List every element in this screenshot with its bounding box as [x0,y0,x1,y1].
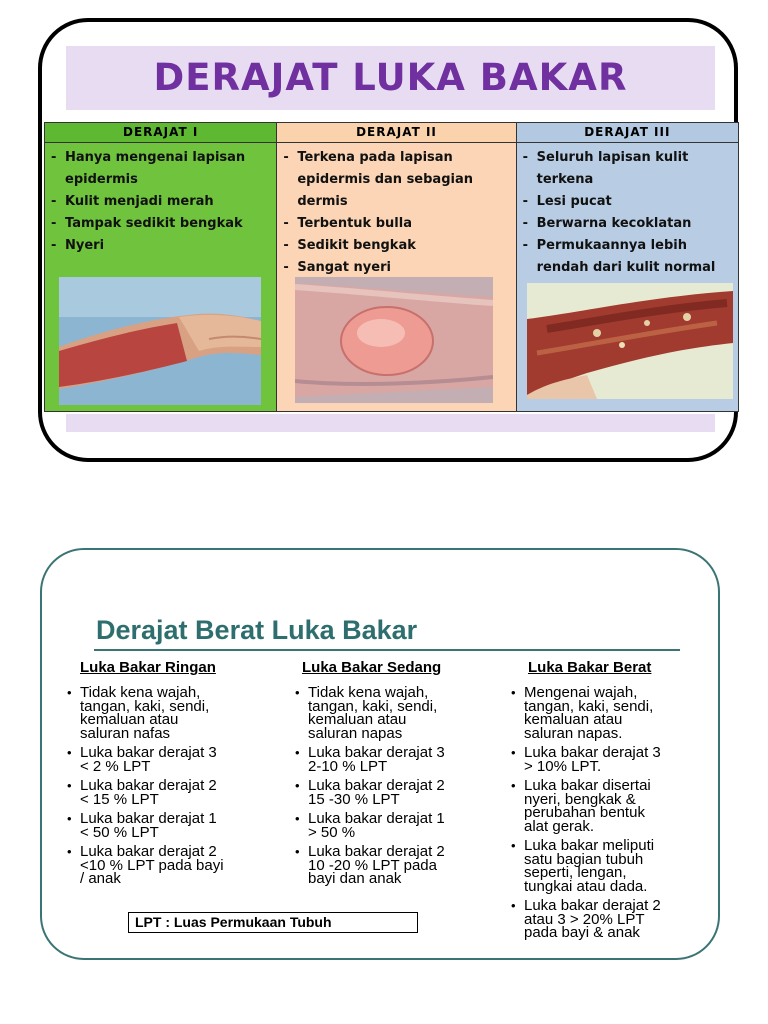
list-item: • Luka bakar derajat 2 <10 % LPT pada bayi / anak [80,845,274,886]
degree-2-header: DERAJAT II [277,123,515,143]
list-item: - Seluruh lapisan kulit terkena [537,147,732,191]
moderate-burn-header: Luka Bakar Sedang [302,659,442,676]
moderate-burn-list [292,686,492,886]
severe-burn-header: Luka Bakar Berat [528,659,652,676]
degree-1-list [45,147,276,257]
title-underline [94,649,680,651]
degree-3-header: DERAJAT III [517,123,738,143]
list-item: - Tampak sedikit bengkak [65,213,270,235]
degree-3-column [516,123,738,411]
moderate-burn-column [292,658,492,892]
forearm-redness-photo [59,277,261,405]
list-item: • Luka bakar derajat 1 > 50 % [308,812,492,839]
list-item: • Luka bakar derajat 2 10 -20 % LPT pada bayi dan anak [308,845,492,886]
list-item: • Tidak kena wajah, tangan, kaki, sendi, kemaluan atau saluran nafas [80,686,274,740]
list-item: - Sedikit bengkak [297,235,509,257]
mild-burn-list [64,686,274,886]
list-item: - Nyeri [65,235,270,257]
list-item: - Hanya mengenai lapisan epidermis [65,147,270,191]
list-item: • Luka bakar disertai nyeri, bengkak & perubahan bentuk alat gerak. [524,779,708,833]
charred-leg-photo [527,283,733,399]
list-item: - Kulit menjadi merah [65,191,270,213]
list-item: • Luka bakar derajat 2 < 15 % LPT [80,779,274,806]
degree-1-column [45,123,276,411]
blister-bulla-photo [295,277,493,403]
list-item: • Luka bakar derajat 3 > 10% LPT. [524,746,708,773]
list-item: • Luka bakar derajat 3 2-10 % LPT [308,746,492,773]
list-item: • Luka bakar derajat 2 atau 3 > 20% LPT pada bayi & anak [524,899,708,940]
burn-degree-table [44,122,739,412]
mild-burn-header: Luka Bakar Ringan [80,659,216,676]
severe-burn-column [508,658,708,946]
bottom-band [66,414,715,432]
list-item: - Permukaannya lebih rendah dari kulit normal [537,235,732,279]
slide-2-title: Derajat Berat Luka Bakar [96,615,418,645]
list-item: • Mengenai wajah, tangan, kaki, sendi, kemaluan atau saluran napas. [524,686,708,740]
severe-burn-list [508,686,708,940]
lpt-definition-note: LPT : Luas Permukaan Tubuh [128,912,418,933]
list-item: • Luka bakar derajat 3 < 2 % LPT [80,746,274,773]
list-item: - Terbentuk bulla [297,213,509,235]
degree-3-list [517,147,738,279]
list-item: - Sangat nyeri [297,257,509,279]
list-item: • Luka bakar meliputi satu bagian tubuh seperti, lengan, tungkai atau dada. [524,839,708,893]
list-item: - Terkena pada lapisan epidermis dan sebagian dermis [297,147,509,213]
list-item: • Tidak kena wajah, tangan, kaki, sendi, kemaluan atau saluran napas [308,686,492,740]
list-item: • Luka bakar derajat 1 < 50 % LPT [80,812,274,839]
list-item: - Berwarna kecoklatan [537,213,732,235]
degree-2-column [276,123,515,411]
mild-burn-column [64,658,274,892]
degree-2-list [277,147,515,279]
degree-1-header: DERAJAT I [45,123,276,143]
list-item: - Lesi pucat [537,191,732,213]
slide-1-title: DERAJAT LUKA BAKAR [153,56,628,99]
list-item: • Luka bakar derajat 2 15 -30 % LPT [308,779,492,806]
